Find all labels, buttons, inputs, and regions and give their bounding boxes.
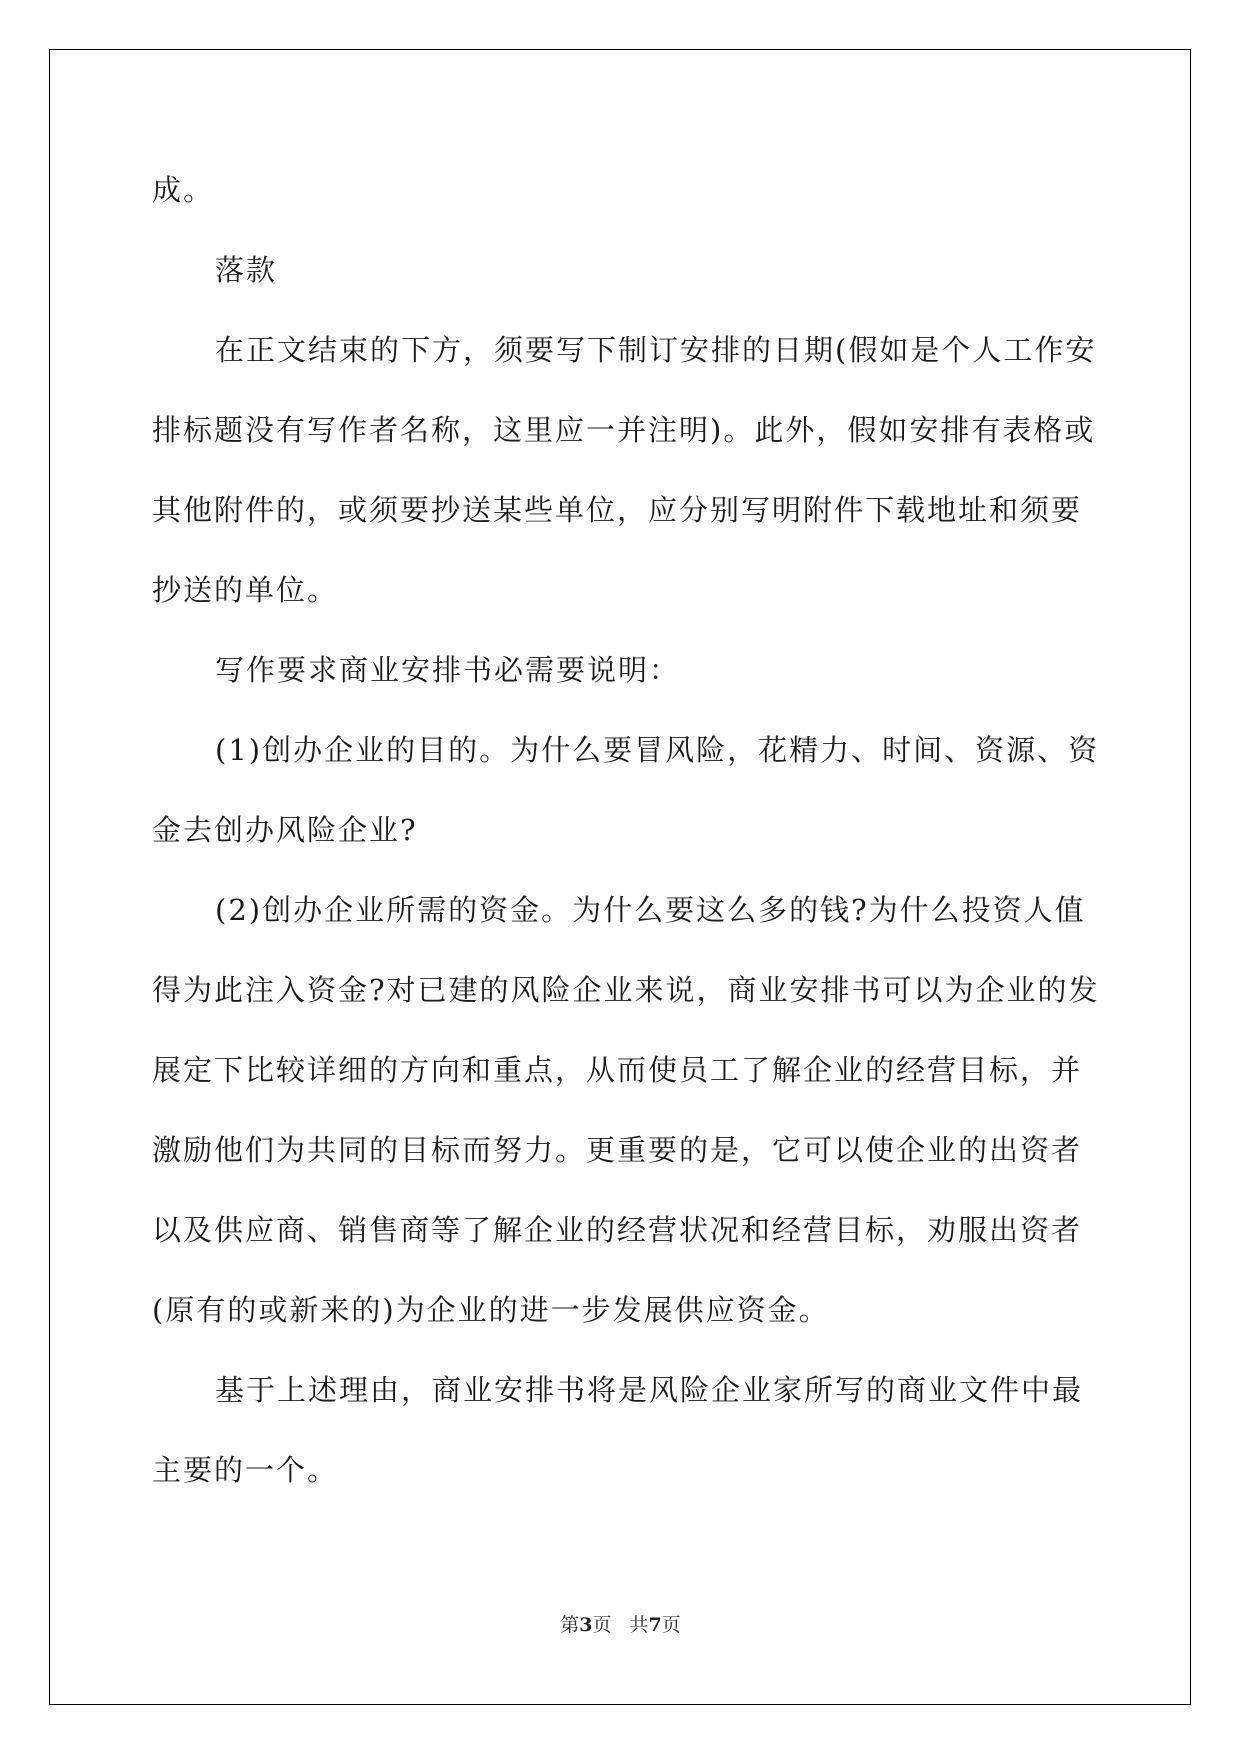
text-line: 基于上述理由，商业安排书将是风险企业家所写的商业文件中最 <box>215 1373 1084 1407</box>
total-prefix: 共 <box>629 1614 649 1636</box>
text-line: 金去创办风险企业? <box>152 813 418 847</box>
text-line: 写作要求商业安排书必需要说明： <box>215 653 681 687</box>
text-line: 抄送的单位。 <box>152 573 339 607</box>
page-footer <box>0 1613 1241 1637</box>
page-suffix: 页 <box>592 1614 612 1636</box>
text-line: 排标题没有写作者名称，这里应一并注明)。此外，假如安排有表格或 <box>152 413 1096 447</box>
document-body <box>152 150 1100 1510</box>
text-line: 展定下比较详细的方向和重点，从而使员工了解企业的经营目标，并 <box>152 1053 1083 1087</box>
text-line: 成。 <box>152 173 215 207</box>
text-line: 在正文结束的下方，须要写下制订安排的日期(假如是个人工作安 <box>215 333 1097 367</box>
text-line: 得为此注入资金?对已建的风险企业来说，商业安排书可以为企业的发 <box>152 973 1100 1007</box>
total-pages: 7 <box>648 1614 662 1636</box>
page-number: 3 <box>579 1614 593 1636</box>
text-line: 其他附件的，或须要抄送某些单位，应分别写明附件下载地址和须要 <box>152 493 1083 527</box>
total-suffix: 页 <box>661 1614 681 1636</box>
page-prefix: 第 <box>560 1614 580 1636</box>
text-line: (原有的或新来的)为企业的进一步发展供应资金。 <box>152 1293 830 1327</box>
text-line: 主要的一个。 <box>152 1453 339 1487</box>
text-line: 激励他们为共同的目标而努力。更重要的是，它可以使企业的出资者 <box>152 1133 1083 1167</box>
text-line: (2)创办企业所需的资金。为什么要这么多的钱?为什么投资人值 <box>215 893 1086 927</box>
text-line: (1)创办企业的目的。为什么要冒风险，花精力、时间、资源、资 <box>215 733 1100 767</box>
text-line: 以及供应商、销售商等了解企业的经营状况和经营目标，劝服出资者 <box>152 1213 1083 1247</box>
section-heading: 落款 <box>215 253 278 287</box>
